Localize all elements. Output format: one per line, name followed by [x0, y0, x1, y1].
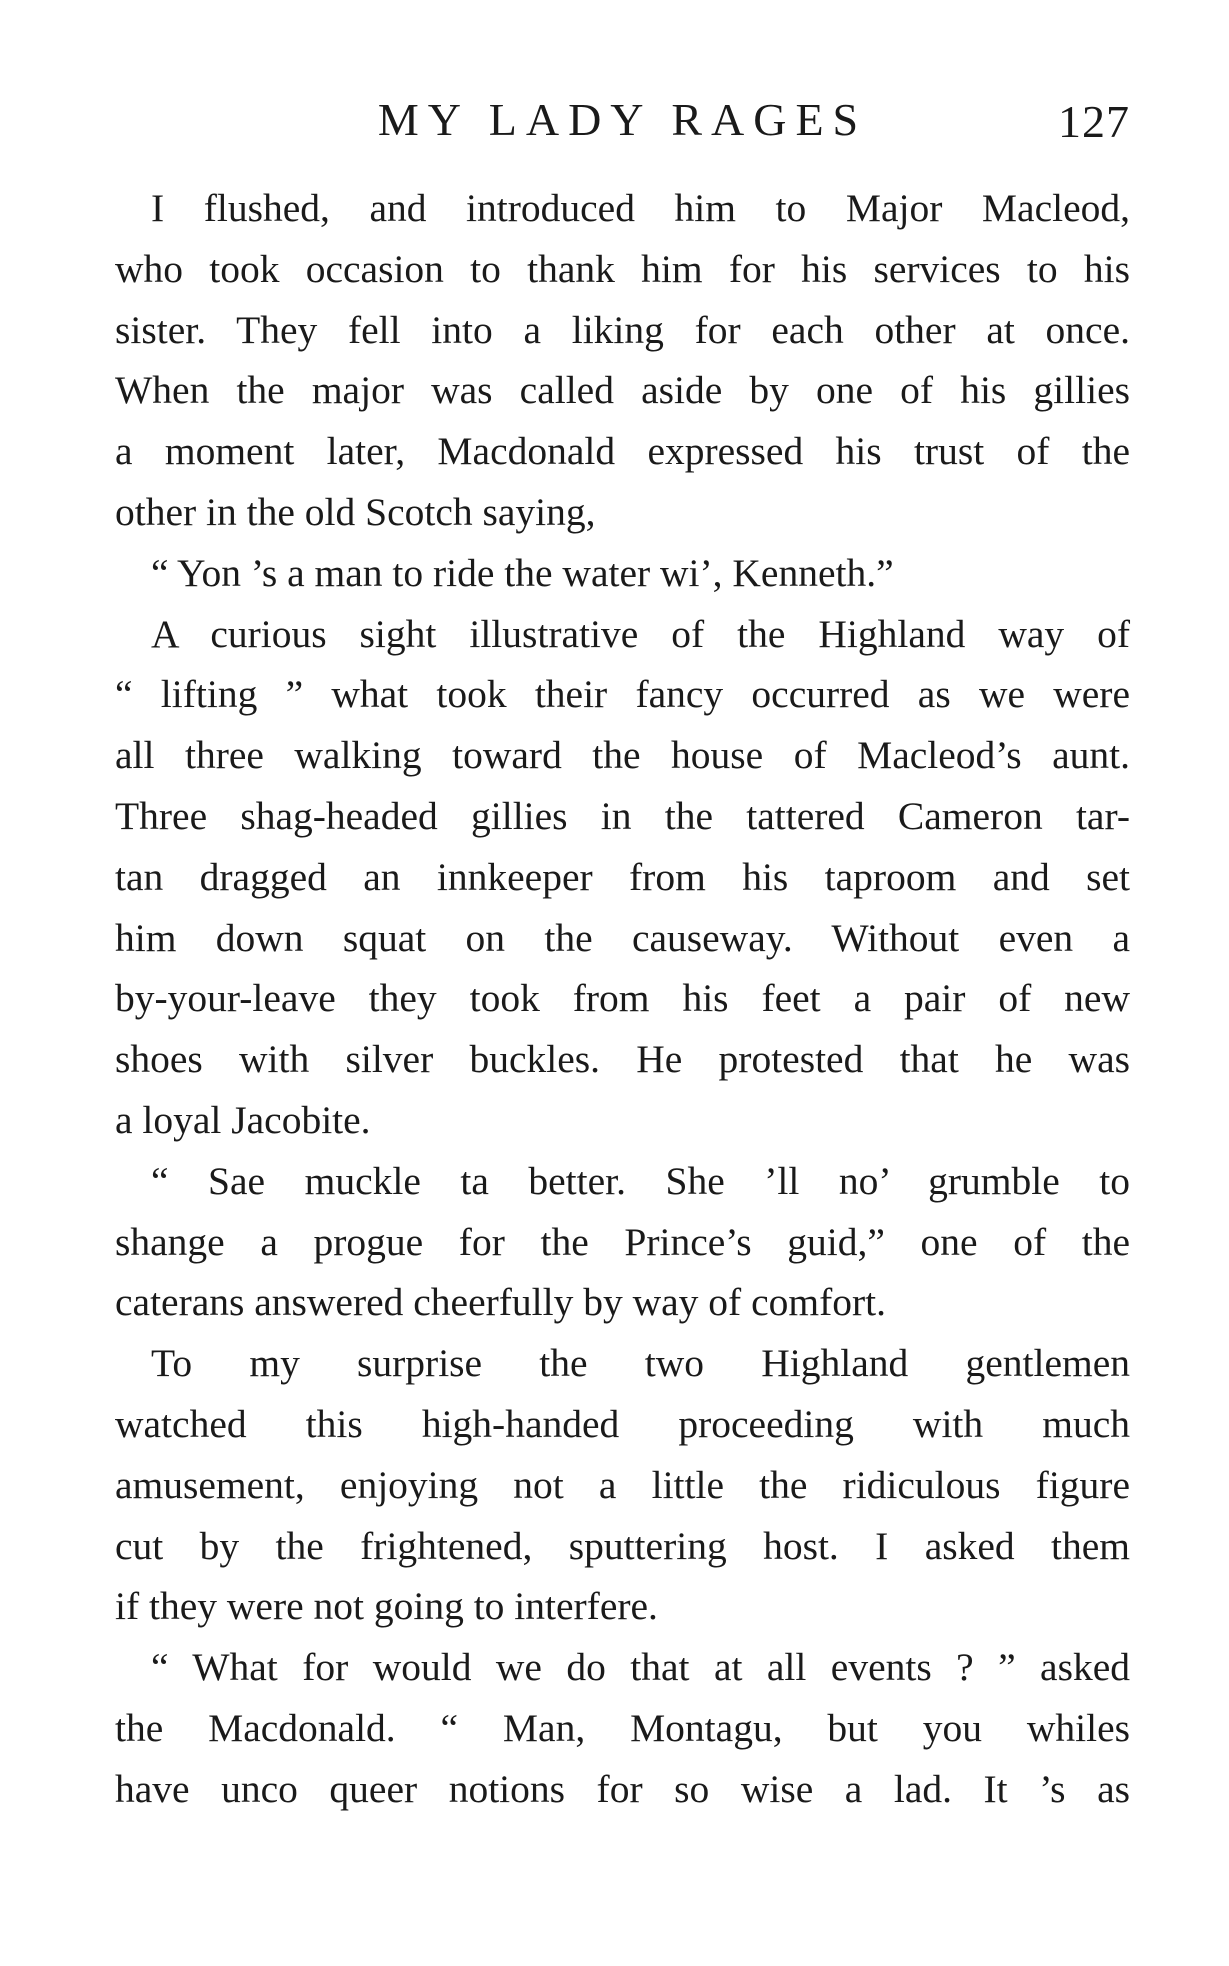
text-line: a loyal Jacobite. [115, 1097, 371, 1142]
text-line: A curious sight illustrative of the Highland way of [151, 611, 1130, 656]
text-line: tan dragged an innkeeper from his taproom and set [115, 854, 1130, 899]
text-line: all three walking toward the house of Macleod’s aunt. [115, 733, 1130, 778]
text-line: other in the old Scotch saying, [115, 489, 596, 534]
text-line: To my surprise the two Highland gentlemen [151, 1341, 1130, 1386]
text-line: shange a progue for the Prince’s guid,” one of the [115, 1219, 1130, 1264]
body-text [115, 178, 1130, 1820]
text-line: who took occasion to thank him for his services to his [115, 246, 1130, 291]
text-line: When the major was called aside by one of his gillies [115, 368, 1130, 413]
text-line: if they were not going to interfere. [115, 1584, 658, 1629]
text-line: have unco queer notions for so wise a lad. It ’s as [115, 1766, 1130, 1811]
text-line: cut by the frightened, sputtering host. I asked them [115, 1523, 1130, 1568]
text-line: by-your-leave they took from his feet a pair of new [115, 976, 1130, 1021]
page-header [115, 90, 1130, 150]
text-line: Three shag-headed gillies in the tattered Cameron tar- [115, 793, 1130, 838]
text-line: the Macdonald. “ Man, Montagu, but you whiles [115, 1705, 1130, 1750]
text-line: “ What for would we do that at all events ? ” asked [151, 1645, 1130, 1690]
text-line: shoes with silver buckles. He protested that he was [115, 1037, 1130, 1082]
text-line: him down squat on the causeway. Without even a [115, 915, 1130, 960]
text-line: “ lifting ” what took their fancy occurred as we were [115, 672, 1130, 717]
text-line: “ Sae muckle ta better. She ’ll no’ grumble to [151, 1158, 1130, 1203]
text-line: amusement, enjoying not a little the ridiculous figure [115, 1462, 1130, 1507]
text-line: caterans answered cheerfully by way of comfort. [115, 1280, 887, 1325]
text-line: sister. They fell into a liking for each other at once. [115, 307, 1130, 352]
text-line: “ Yon ’s a man to ride the water wi’, Kenneth.” [151, 550, 894, 595]
page-number: 127 [1058, 96, 1130, 147]
text-line: watched this high-handed proceeding with much [115, 1401, 1130, 1446]
text-line: a moment later, Macdonald expressed his trust of the [115, 429, 1130, 474]
running-title: MY LADY RAGES [377, 94, 868, 145]
text-line: I flushed, and introduced him to Major Macleod, [151, 186, 1130, 230]
